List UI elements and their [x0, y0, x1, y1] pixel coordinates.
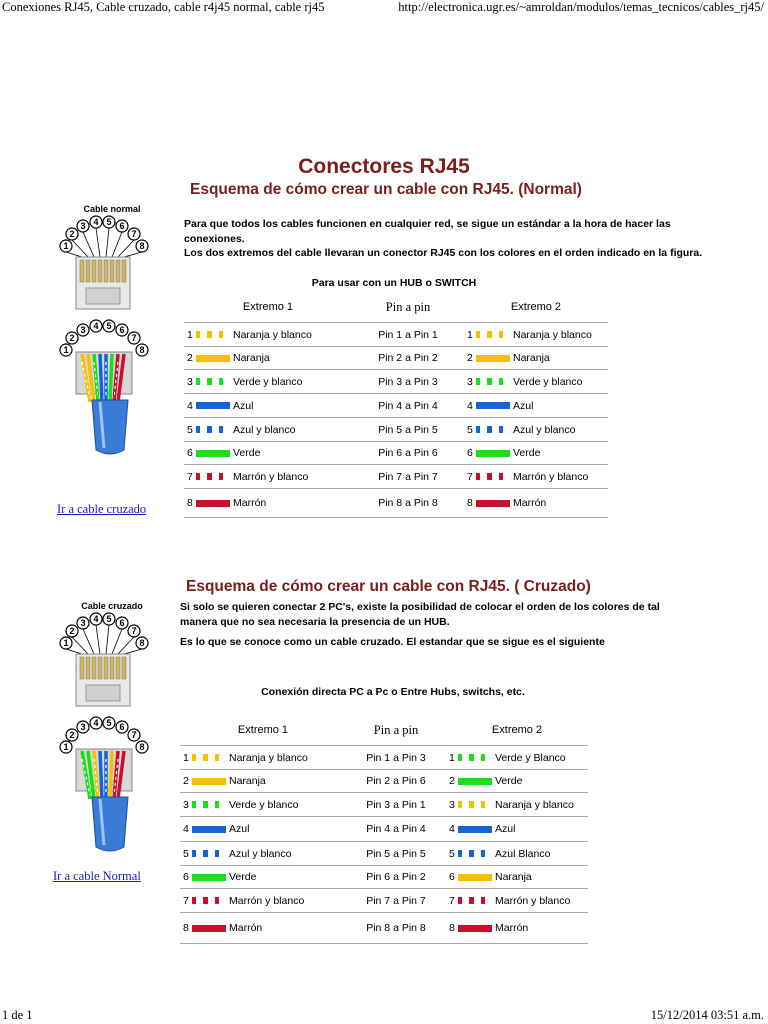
table-header-row	[184, 292, 608, 323]
wire-color-swatch	[458, 778, 492, 785]
wire-color-label: Azul	[233, 399, 254, 412]
wire-color-label: Azul	[513, 399, 534, 412]
wire-color-swatch	[192, 897, 226, 904]
wire-color-label: Verde	[495, 775, 523, 787]
wire-color-swatch	[476, 450, 510, 457]
table-row	[180, 842, 588, 866]
wire-color-swatch	[192, 850, 226, 857]
pin-leader-line	[106, 228, 109, 257]
wire-number: 5	[449, 847, 455, 860]
wire-color-swatch	[192, 754, 226, 761]
wire-color-label: Marrón y blanco	[233, 470, 309, 483]
pin-number: 6	[119, 618, 125, 628]
wire-color-label: Marrón	[229, 922, 263, 934]
pin-leader-line	[124, 252, 142, 257]
crossed-pin-table	[180, 715, 588, 944]
contact-pin	[122, 260, 126, 282]
wire-color-label: Azul	[495, 823, 516, 835]
header-extremo-2: Extremo 2	[491, 724, 543, 736]
table-row	[184, 489, 608, 518]
crossed-caption: Conexión directa PC a Pc o Entre Hubs, switchs, etc.	[261, 686, 525, 698]
wire-color-label: Marrón y blanco	[513, 470, 589, 483]
pin-number: 5	[106, 217, 112, 227]
wire-strand	[110, 354, 112, 402]
pin-mapping: Pin 2 a Pin 2	[352, 347, 464, 370]
pin-mapping: Pin 8 a Pin 8	[346, 913, 446, 944]
wire-number: 1	[467, 328, 473, 341]
wire-number: 8	[187, 497, 193, 509]
pin-mapping: Pin 4 a Pin 4	[346, 817, 446, 842]
normal-caption: Para usar con un HUB o SWITCH	[311, 277, 477, 289]
pin-mapping: Pin 3 a Pin 1	[346, 793, 446, 817]
page-footer-date: 15/12/2014 03:51 a.m.	[650, 1008, 764, 1022]
crossed-subtitle: Esquema de cómo crear un cable con RJ45. ( Cruzado)	[186, 578, 591, 595]
contact-pin	[86, 657, 90, 679]
wire-color-swatch	[476, 402, 510, 409]
wire-color-label: Azul Blanco	[495, 847, 551, 860]
wire-color-label: Marrón y blanco	[229, 894, 305, 907]
contact-pin	[98, 657, 102, 679]
crossed-paragraph-1: Si solo se quieren conectar 2 PC's, existe la posibilidad de colocar el orden de los colores de tal manera que no sea necesaria la presencia de un HUB.	[180, 601, 660, 628]
wire-number: 7	[467, 470, 473, 483]
wire-number: 4	[467, 399, 473, 412]
connector-clip	[86, 288, 120, 304]
contact-pin	[104, 260, 108, 282]
header-extremo-1: Extremo 1	[237, 724, 289, 736]
pin-number: 8	[139, 345, 145, 355]
header-extremo-1: Extremo 1	[242, 301, 294, 313]
wire-color-label: Verde y blanco	[229, 798, 299, 811]
contact-pin	[92, 657, 96, 679]
wire-color-swatch	[196, 331, 230, 338]
contact-pin	[110, 260, 114, 282]
table-row	[184, 394, 608, 418]
pin-number: 8	[139, 742, 145, 752]
pin-number: 4	[93, 718, 99, 728]
wire-number: 1	[449, 751, 455, 764]
connector-clip	[86, 685, 120, 701]
wire-number: 5	[187, 423, 193, 436]
pin-mapping: Pin 3 a Pin 3	[352, 370, 464, 394]
wire-color-label: Verde	[229, 871, 257, 883]
pin-mapping: Pin 5 a Pin 5	[346, 842, 446, 866]
pin-mapping: Pin 7 a Pin 7	[346, 889, 446, 913]
pin-number: 2	[69, 626, 75, 636]
pin-mapping: Pin 4 a Pin 4	[352, 394, 464, 418]
wire-color-swatch	[458, 754, 492, 761]
wire-number: 2	[183, 775, 189, 787]
pin-mapping: Pin 1 a Pin 1	[352, 323, 464, 347]
wire-color-swatch	[476, 473, 510, 480]
wire-color-swatch	[476, 378, 510, 385]
pin-number: 3	[80, 325, 86, 335]
table-row	[184, 370, 608, 394]
pin-number: 5	[106, 321, 112, 331]
pin-number: 1	[63, 241, 69, 251]
wire-number: 1	[187, 328, 193, 341]
header-extremo-2: Extremo 2	[510, 301, 562, 313]
wire-number: 5	[183, 847, 189, 860]
wire-color-swatch	[476, 331, 510, 338]
pin-leader-line	[66, 649, 82, 654]
wire-color-label: Marrón y blanco	[495, 894, 571, 907]
wire-color-label: Verde y blanco	[513, 375, 583, 388]
pin-number: 4	[93, 321, 99, 331]
wire-color-swatch	[476, 426, 510, 433]
wire-color-label: Azul y blanco	[233, 423, 296, 436]
pin-number: 1	[63, 742, 69, 752]
normal-cable-diagram	[52, 202, 166, 458]
wire-number: 8	[183, 922, 189, 934]
wire-number: 4	[187, 399, 193, 412]
wire-color-label: Marrón	[495, 922, 529, 934]
table-header-row	[180, 715, 588, 746]
table-row	[180, 889, 588, 913]
pin-number: 6	[119, 221, 125, 231]
pin-number: 7	[131, 333, 137, 343]
wire-number: 4	[183, 823, 189, 835]
page-title: Conectores RJ45	[298, 155, 470, 178]
wire-color-swatch	[196, 473, 230, 480]
wire-strand	[110, 751, 112, 799]
contact-pin	[116, 260, 120, 282]
crossed-diagram-label: Cable cruzado	[81, 601, 143, 611]
page-header-title: Conexiones RJ45, Cable cruzado, cable r4j45 normal, cable rj45	[2, 0, 325, 14]
wire-color-label: Naranja	[229, 775, 266, 787]
pin-leader-line	[112, 629, 122, 654]
pin-number: 4	[93, 217, 99, 227]
wire-number: 3	[183, 798, 189, 811]
contact-pin	[80, 657, 84, 679]
wire-color-swatch	[196, 450, 230, 457]
pin-number: 2	[69, 333, 75, 343]
pin-leader-line	[118, 637, 134, 654]
table-row	[184, 465, 608, 489]
pin-number: 2	[69, 229, 75, 239]
wire-color-label: Azul y blanco	[229, 847, 292, 860]
wire-number: 3	[467, 375, 473, 388]
table-row	[180, 913, 588, 944]
wire-color-swatch	[458, 801, 492, 808]
page-footer-count: 1 de 1	[2, 1008, 33, 1022]
contact-pin	[92, 260, 96, 282]
wire-color-swatch	[192, 925, 226, 932]
crossed-cable-diagram	[52, 599, 166, 855]
cable-jacket	[92, 400, 128, 454]
contact-pin	[110, 657, 114, 679]
pin-mapping: Pin 1 a Pin 3	[346, 746, 446, 770]
wire-color-swatch	[196, 355, 230, 362]
table-row	[180, 793, 588, 817]
wire-number: 3	[187, 375, 193, 388]
wire-color-label: Naranja y blanco	[233, 328, 312, 341]
pin-number: 3	[80, 618, 86, 628]
contact-pin	[116, 657, 120, 679]
normal-subtitle: Esquema de cómo crear un cable con RJ45. (Normal)	[190, 181, 582, 198]
wire-color-swatch	[196, 500, 230, 507]
table-row	[180, 817, 588, 842]
wire-color-label: Verde	[233, 447, 261, 459]
wire-number: 6	[449, 871, 455, 883]
wire-color-swatch	[192, 874, 226, 881]
pin-number: 7	[131, 229, 137, 239]
table-row	[180, 770, 588, 793]
wire-number: 3	[449, 798, 455, 811]
pin-number: 3	[80, 221, 86, 231]
wire-color-swatch	[458, 925, 492, 932]
crossed-description	[180, 600, 700, 650]
table-row	[180, 746, 588, 770]
wire-number: 5	[467, 423, 473, 436]
pin-leader-line	[96, 228, 100, 257]
table-row	[180, 866, 588, 889]
pin-number: 7	[131, 730, 137, 740]
link-cable-cruzado[interactable]: Ir a cable cruzado	[57, 502, 147, 516]
wire-color-label: Naranja	[495, 871, 532, 883]
pin-leader-line	[112, 232, 122, 257]
wire-color-swatch	[476, 500, 510, 507]
contact-pin	[86, 260, 90, 282]
table-row	[184, 442, 608, 465]
wire-strand	[100, 354, 102, 402]
wire-color-label: Naranja y blanco	[513, 328, 592, 341]
wire-color-label: Naranja y blanco	[229, 751, 308, 764]
pin-number: 4	[93, 614, 99, 624]
wire-color-swatch	[458, 850, 492, 857]
wire-strand	[100, 751, 102, 799]
table-row	[184, 323, 608, 347]
wire-number: 6	[183, 871, 189, 883]
pin-mapping: Pin 6 a Pin 6	[352, 442, 464, 465]
cable-jacket	[92, 797, 128, 851]
wire-color-label: Azul y blanco	[513, 423, 576, 436]
wire-number: 1	[183, 751, 189, 764]
contact-pin	[122, 657, 126, 679]
pin-number: 5	[106, 614, 112, 624]
pin-number: 6	[119, 325, 125, 335]
link-cable-normal[interactable]: Ir a cable Normal	[53, 869, 141, 883]
wire-color-swatch	[458, 874, 492, 881]
pin-mapping: Pin 8 a Pin 8	[352, 489, 464, 518]
wire-number: 2	[449, 775, 455, 787]
wire-color-swatch	[192, 826, 226, 833]
wire-color-label: Marrón	[233, 497, 267, 509]
pin-number: 2	[69, 730, 75, 740]
wire-number: 7	[187, 470, 193, 483]
wire-color-label: Naranja	[233, 352, 270, 364]
normal-pin-table	[184, 292, 608, 518]
pin-number: 1	[63, 345, 69, 355]
wire-number: 4	[449, 823, 455, 835]
wire-color-label: Naranja y blanco	[495, 798, 574, 811]
pin-number: 8	[139, 241, 145, 251]
contact-pin	[98, 260, 102, 282]
normal-description	[184, 217, 704, 261]
contact-pin	[104, 657, 108, 679]
pin-mapping: Pin 7 a Pin 7	[352, 465, 464, 489]
pin-number: 3	[80, 722, 86, 732]
wire-color-label: Verde y blanco	[233, 375, 303, 388]
wire-color-swatch	[196, 426, 230, 433]
wire-color-swatch	[192, 778, 226, 785]
wire-color-swatch	[476, 355, 510, 362]
wire-number: 7	[449, 894, 455, 907]
wire-number: 7	[183, 894, 189, 907]
wire-color-swatch	[458, 826, 492, 833]
header-pin-a-pin: Pin a pin	[373, 722, 419, 737]
pin-mapping: Pin 5 a Pin 5	[352, 418, 464, 442]
pin-leader-line	[124, 649, 142, 654]
contact-pin	[80, 260, 84, 282]
wire-number: 2	[187, 352, 193, 364]
crossed-paragraph-2: Es lo que se conoce como un cable cruzado. El estandar que se sigue es el siguiente	[180, 636, 605, 648]
pin-leader-line	[106, 625, 109, 654]
wire-number: 8	[467, 497, 473, 509]
pin-number: 8	[139, 638, 145, 648]
table-row	[184, 347, 608, 370]
wire-number: 8	[449, 922, 455, 934]
wire-color-swatch	[196, 402, 230, 409]
wire-color-swatch	[458, 897, 492, 904]
pin-leader-line	[96, 625, 100, 654]
pin-leader-line	[66, 252, 82, 257]
wire-color-swatch	[196, 378, 230, 385]
page-header-url: http://electronica.ugr.es/~amroldan/modulos/temas_tecnicos/cables_rj45/	[398, 0, 764, 14]
pin-number: 5	[106, 718, 112, 728]
wire-number: 6	[467, 447, 473, 459]
wire-color-swatch	[192, 801, 226, 808]
normal-paragraph-2: Los dos extremos del cable llevaran un conector RJ45 con los colores en el orden indicado en la figura.	[184, 247, 703, 259]
wire-number: 6	[187, 447, 193, 459]
normal-paragraph-1: Para que todos los cables funcionen en cualquier red, se sigue un estándar a la hora de hacer las conexiones.	[184, 218, 671, 245]
pin-number: 1	[63, 638, 69, 648]
wire-number: 2	[467, 352, 473, 364]
wire-color-label: Azul	[229, 823, 250, 835]
pin-mapping: Pin 2 a Pin 6	[346, 770, 446, 793]
header-pin-a-pin: Pin a pin	[385, 299, 431, 314]
pin-leader-line	[118, 240, 134, 257]
wire-color-label: Marrón	[513, 497, 547, 509]
pin-number: 6	[119, 722, 125, 732]
wire-color-label: Verde	[513, 447, 541, 459]
normal-diagram-label: Cable normal	[83, 204, 141, 214]
table-row	[184, 418, 608, 442]
pin-mapping: Pin 6 a Pin 2	[346, 866, 446, 889]
wire-color-label: Verde y Blanco	[495, 751, 566, 764]
wire-color-label: Naranja	[513, 352, 550, 364]
pin-number: 7	[131, 626, 137, 636]
